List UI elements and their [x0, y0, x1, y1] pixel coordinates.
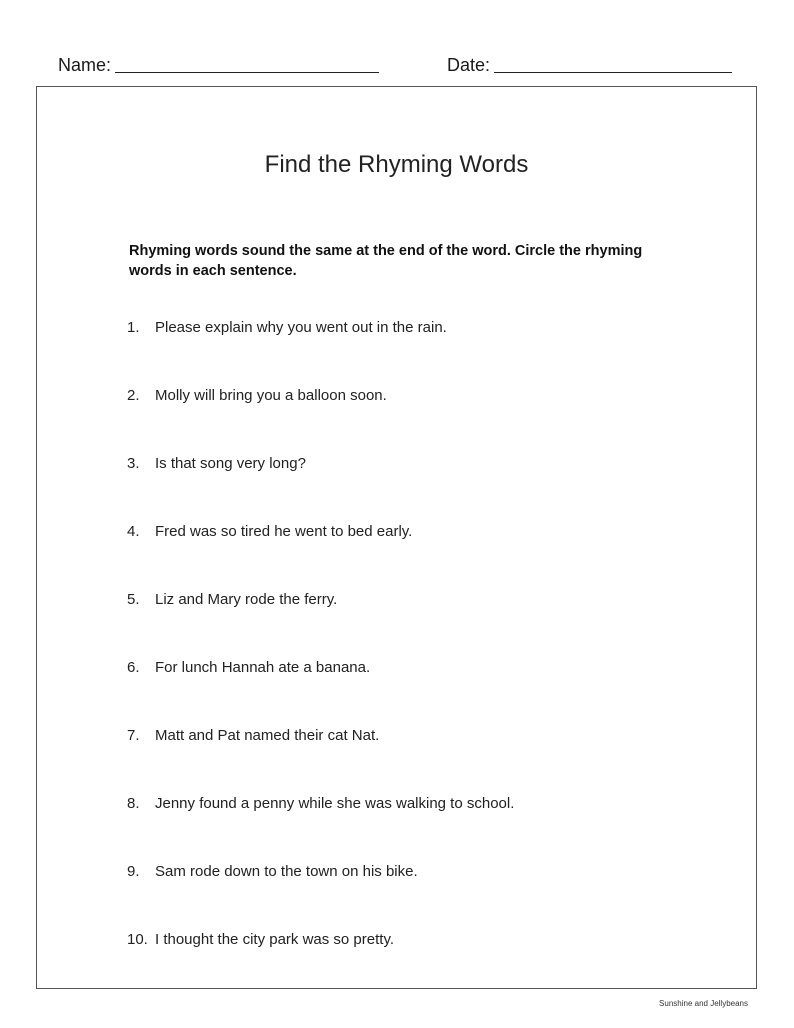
- question-item: [127, 453, 514, 521]
- date-field: [447, 54, 732, 76]
- worksheet-title: Find the Rhyming Words: [264, 151, 529, 178]
- question-number: 5.: [127, 591, 140, 608]
- question-text: Liz and Mary rode the ferry.: [155, 591, 338, 608]
- footer-credit: Sunshine and Jellybeans: [659, 999, 748, 1008]
- date-label: Date:: [447, 55, 491, 75]
- question-item: [127, 929, 514, 997]
- question-number: 2.: [127, 387, 140, 404]
- question-text: Sam rode down to the town on his bike.: [155, 863, 418, 880]
- question-item: [127, 725, 514, 793]
- question-number: 3.: [127, 455, 140, 472]
- name-label: Name:: [58, 55, 112, 75]
- question-text: Fred was so tired he went to bed early.: [155, 523, 413, 540]
- name-blank-line[interactable]: [115, 54, 379, 73]
- date-blank-line[interactable]: [494, 54, 732, 73]
- instructions: Rhyming words sound the same at the end of the word. Circle the rhyming words in each sentence.: [129, 243, 643, 279]
- worksheet-header: [58, 54, 740, 80]
- question-number: 6.: [127, 659, 140, 676]
- question-number: 4.: [127, 523, 140, 540]
- question-number: 1.: [127, 319, 140, 336]
- worksheet-frame: [36, 86, 757, 989]
- question-text: For lunch Hannah ate a banana.: [155, 659, 371, 676]
- question-number: 10.: [127, 931, 148, 948]
- question-item: [127, 521, 514, 589]
- question-item: [127, 793, 514, 861]
- question-item: [127, 861, 514, 929]
- question-number: 8.: [127, 795, 140, 812]
- question-item: [127, 657, 514, 725]
- name-field: [58, 54, 379, 76]
- question-text: Please explain why you went out in the rain.: [155, 319, 447, 336]
- question-list: [127, 317, 514, 997]
- question-number: 7.: [127, 727, 140, 744]
- question-text: Molly will bring you a balloon soon.: [155, 387, 387, 404]
- question-item: [127, 317, 514, 385]
- question-item: [127, 385, 514, 453]
- question-number: 9.: [127, 863, 140, 880]
- question-item: [127, 589, 514, 657]
- question-text: Is that song very long?: [155, 455, 306, 472]
- question-text: Jenny found a penny while she was walking to school.: [155, 795, 515, 812]
- question-text: I thought the city park was so pretty.: [155, 931, 395, 948]
- question-text: Matt and Pat named their cat Nat.: [155, 727, 380, 744]
